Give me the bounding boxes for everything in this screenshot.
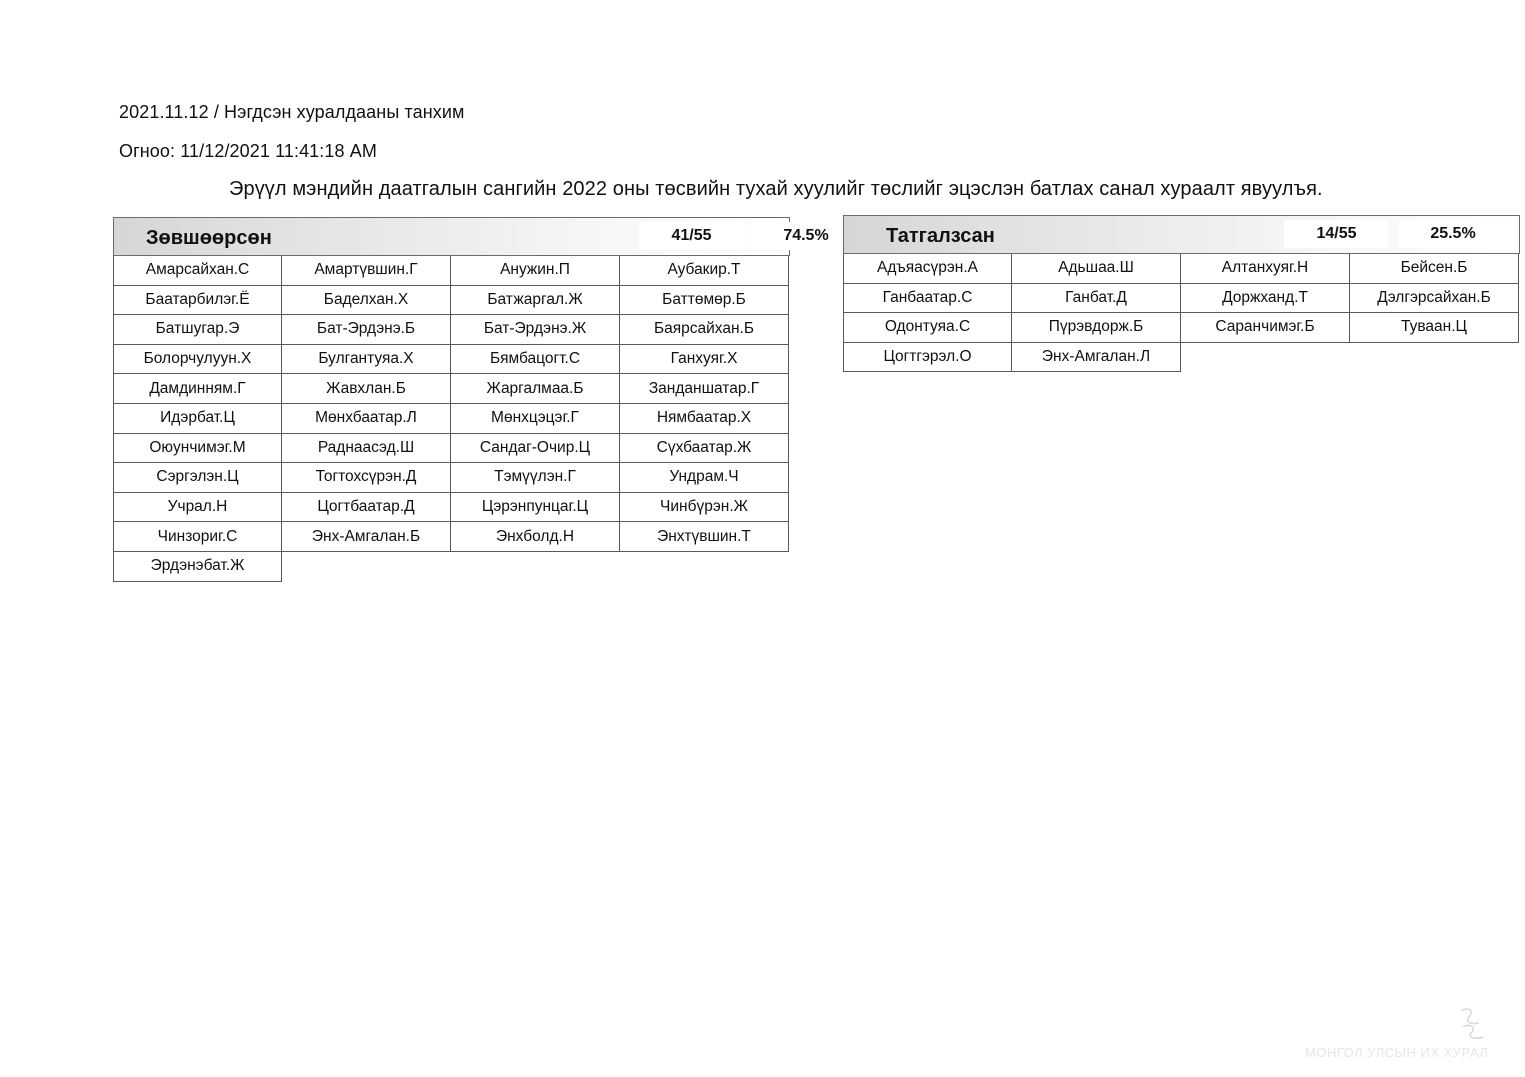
member-name-cell: Цэрэнпунцаг.Ц [451,493,620,523]
stamp-watermark: МОНГОЛ УЛСЫН ИХ ХУРАЛ [1305,1045,1489,1060]
member-name-cell: Учрал.Н [113,493,282,523]
rejected-header [843,215,1520,254]
member-name-cell: Идэрбат.Ц [113,404,282,434]
member-name-cell: Энхболд.Н [451,522,620,552]
member-name-cell: Ундрам.Ч [620,463,789,493]
approved-title: Зөвшөөрсөн [146,227,272,249]
member-name-cell: Чинбүрэн.Ж [620,493,789,523]
rejected-names-grid [843,254,1520,372]
member-name-cell: Пүрэвдорж.Б [1012,313,1181,343]
member-name-cell: Одонтуяа.С [843,313,1012,343]
member-name-cell: Эрдэнэбат.Ж [113,552,282,582]
vote-timestamp: Огноо: 11/12/2021 11:41:18 AM [119,141,377,161]
member-name-cell: Раднаасэд.Ш [282,434,451,464]
member-name-cell: Саранчимэг.Б [1181,313,1350,343]
member-name-cell: Бат-Эрдэнэ.Б [282,315,451,345]
member-name-cell: Цогтбаатар.Д [282,493,451,523]
member-name-cell: Бямбацогт.С [451,345,620,375]
member-name-cell: Цогтгэрэл.О [843,343,1012,373]
rejected-percent: 25.5% [1399,220,1507,248]
approved-names-grid [113,256,790,582]
member-name-cell: Жавхлан.Б [282,374,451,404]
motion-text: Эрүүл мэндийн даатгалын сангийн 2022 оны төсвийн тухай хуулийг төслийг эцэслэн батлах санал хураалт явуулъя. [229,178,1323,200]
member-name-cell: Сэргэлэн.Ц [113,463,282,493]
session-date-location: 2021.11.12 / Нэгдсэн хуралдааны танхим [119,102,465,122]
member-name-cell: Туваан.Ц [1350,313,1519,343]
member-name-cell: Сандаг-Очир.Ц [451,434,620,464]
member-name-cell: Болорчулуун.Х [113,345,282,375]
member-name-cell: Сүхбаатар.Ж [620,434,789,464]
member-name-cell: Баделхан.Х [282,286,451,316]
member-name-cell: Баатарбилэг.Ё [113,286,282,316]
member-name-cell: Адьшаа.Ш [1012,254,1181,284]
member-name-cell: Батжаргал.Ж [451,286,620,316]
rejected-count: 14/55 [1284,220,1389,248]
member-name-cell: Жаргалмаа.Б [451,374,620,404]
member-name-cell: Нямбаатар.Х [620,404,789,434]
member-name-cell: Амарсайхан.С [113,256,282,286]
member-name-cell: Мөнхцэцэг.Г [451,404,620,434]
member-name-cell: Алтанхуяг.Н [1181,254,1350,284]
member-name-cell: Занданшатар.Г [620,374,789,404]
member-name-cell: Мөнхбаатар.Л [282,404,451,434]
member-name-cell: Ганбат.Д [1012,284,1181,314]
member-name-cell: Ганбаатар.С [843,284,1012,314]
member-name-cell: Оюунчимэг.М [113,434,282,464]
member-name-cell: Тэмүүлэн.Г [451,463,620,493]
member-name-cell: Анужин.П [451,256,620,286]
member-name-cell: Тогтохсүрэн.Д [282,463,451,493]
approved-count: 41/55 [639,222,744,250]
member-name-cell: Дэлгэрсайхан.Б [1350,284,1519,314]
member-name-cell: Батшугар.Э [113,315,282,345]
approved-header [113,217,829,256]
member-name-cell: Энхтүвшин.Т [620,522,789,552]
member-name-cell: Чинзориг.С [113,522,282,552]
member-name-cell: Булгантуяа.Х [282,345,451,375]
rejected-title: Татгалзсан [886,225,995,247]
member-name-cell: Бат-Эрдэнэ.Ж [451,315,620,345]
member-name-cell: Баярсайхан.Б [620,315,789,345]
member-name-cell: Аубакир.Т [620,256,789,286]
member-name-cell: Адъяасүрэн.А [843,254,1012,284]
handwritten-page-number-mark [1455,1005,1489,1043]
member-name-cell: Баттөмөр.Б [620,286,789,316]
member-name-cell: Дамдинням.Г [113,374,282,404]
member-name-cell: Ганхуяг.Х [620,345,789,375]
rejected-panel [843,215,1520,372]
member-name-cell: Энх-Амгалан.Л [1012,343,1181,373]
member-name-cell: Амартүвшин.Г [282,256,451,286]
member-name-cell: Энх-Амгалан.Б [282,522,451,552]
approved-panel [113,217,829,582]
member-name-cell: Бейсен.Б [1350,254,1519,284]
member-name-cell: Доржханд.Т [1181,284,1350,314]
approved-percent: 74.5% [752,222,860,250]
